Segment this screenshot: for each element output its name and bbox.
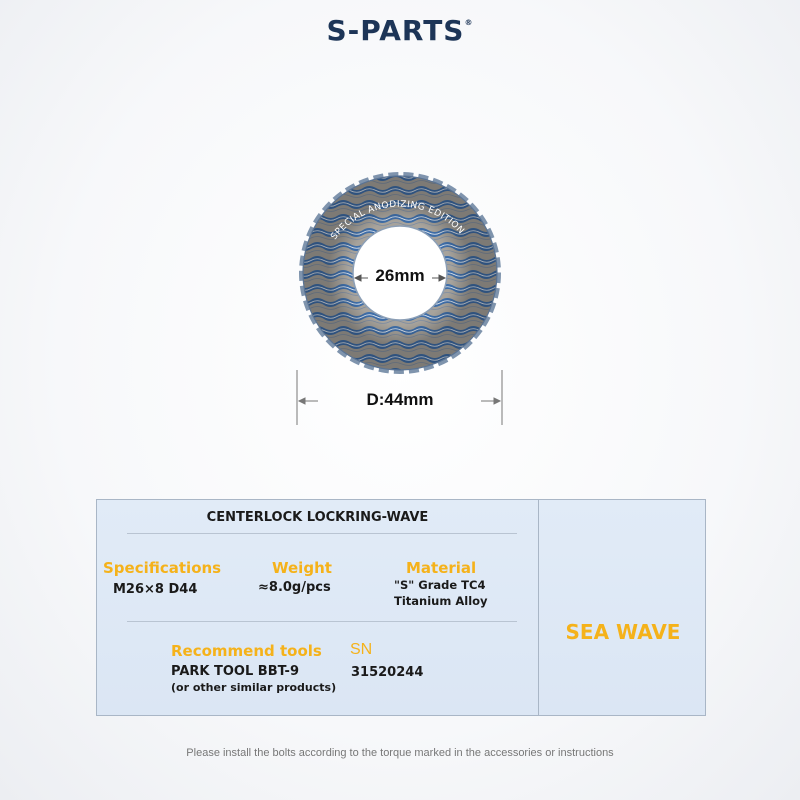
specifications-value: M26×8 D44 [113,582,198,597]
brand-logo [0,14,800,47]
tools-label: Recommend tools [171,642,322,660]
spec-table [96,499,706,716]
table-divider [538,500,539,715]
row-divider [127,621,517,622]
tools-value: PARK TOOL BBT-9 [171,664,300,679]
material-value-line1: "S" Grade TC4 [394,578,486,592]
sn-value: 31520244 [351,665,424,680]
material-value-line2: Titanium Alloy [394,594,488,608]
brand-name: S-PARTS [326,14,465,47]
weight-label: Weight [272,559,332,577]
install-note: Please install the bolts according to the torque marked in the accessories or instructions [186,747,614,759]
registered-mark: ® [464,18,474,27]
ring-edition-text: SPECIAL ANODIZING EDITION [329,199,466,242]
material-label: Material [406,559,477,577]
specifications-label: Specifications [103,559,222,577]
weight-value: ≈8.0g/pcs [258,580,331,595]
color-name: SEA WAVE [565,620,681,644]
title-divider [127,533,517,534]
outer-diameter-label: D:44mm [366,390,434,409]
sn-label: SN [350,641,373,658]
inner-diameter-label: 26mm [375,266,425,285]
product-title: CENTERLOCK LOCKRING-WAVE [206,510,429,525]
tools-note: (or other similar products) [171,681,337,694]
